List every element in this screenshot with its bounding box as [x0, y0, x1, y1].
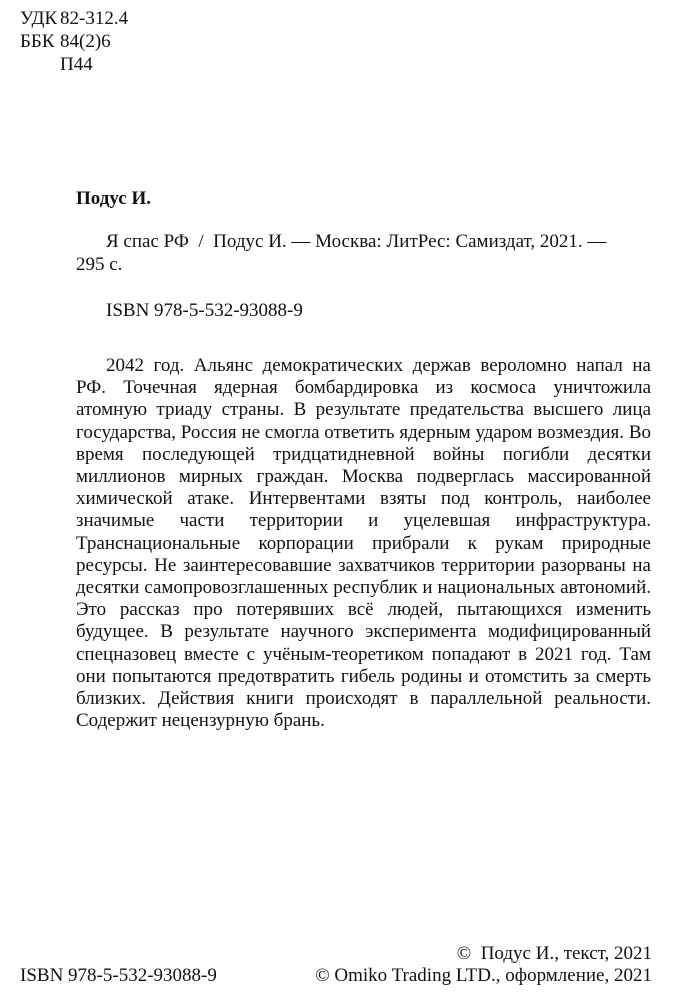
- udk-row: [20, 8, 128, 30]
- bbk-row: [20, 31, 111, 53]
- author-heading: Подус И.: [76, 188, 151, 209]
- bibliographic-description-line2: 295 с.: [76, 254, 123, 275]
- bibliographic-description-line1: Я спас РФ / Подус И. — Москва: ЛитРес: Самиздат, 2021. —: [106, 231, 607, 252]
- bbk-label: ББК: [20, 31, 55, 52]
- udk-value: 82-312.4: [60, 8, 129, 29]
- udk-label: УДК: [20, 8, 58, 29]
- copyright-text-line: © Подус И., текст, 2021: [456, 943, 652, 964]
- author-mark-row: [20, 54, 93, 76]
- bbk-value: 84(2)6: [60, 31, 111, 52]
- isbn-top: ISBN 978-5-532-93088-9: [106, 300, 303, 321]
- isbn-bottom: ISBN 978-5-532-93088-9: [20, 965, 217, 986]
- book-annotation: 2042 год. Альянс демократических держав вероломно напал на РФ. Точечная ядерная бомбардировка из космоса уничтожила атомную триаду страны. В результате предательства высшего лица государства, Россия не смогла ответить ядерным ударом возмездия. Во время последующей тридцатидневной войны погибли десятки миллионов мирных граждан. Москва подверглась массированной химической атаке. Интервентами взяты под контроль, наиболее значимые части территории и уцелевшая инфраструктура. Транснациональные корпорации прибрали к рукам природные ресурсы. Не заинтересовавшие захватчиков территории разорваны на десятки самопровозглашенных республик и национальных автономий. Это рассказ про потерявших всё людей, пытающихся изменить будущее. В результате научного эксперимента модифицированный спецназовец вместе с учёным-теоретиком попадают в 2021 год. Там они попытаются предотвратить гибель родины и отомстить за смерть близких. Действия книги происходят в параллельной реальности. Содержит нецензурную брань.: [76, 355, 651, 732]
- copyright-design-line: © Omiko Trading LTD., оформление, 2021: [315, 965, 652, 986]
- author-mark-value: П44: [60, 54, 93, 75]
